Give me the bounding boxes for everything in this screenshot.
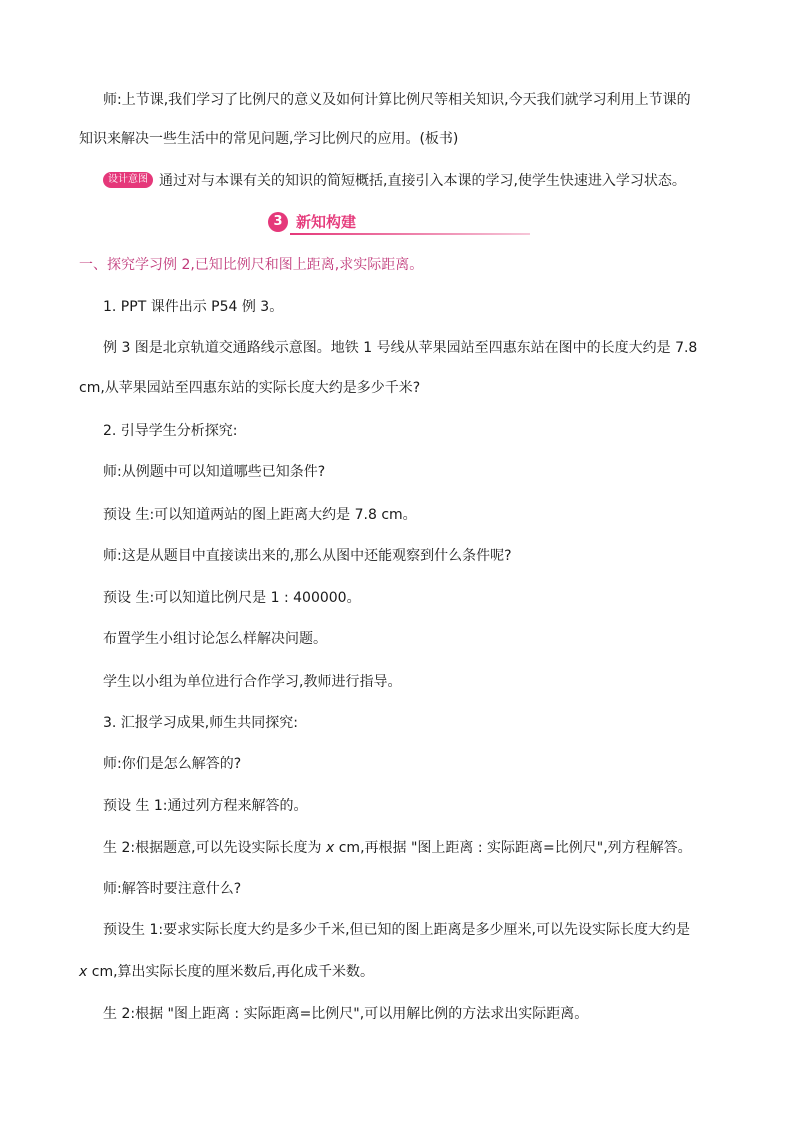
design-intent-badge: 设计意图 xyxy=(103,172,153,188)
paragraph-6: 师:这是从题目中直接读出来的,那么从图中还能观察到什么条件呢? xyxy=(103,548,512,564)
intro-line-1: 师:上节课,我们学习了比例尺的意义及如何计算比例尺等相关知识,今天我们就学习利用上节课的 xyxy=(103,92,691,108)
section-header xyxy=(268,209,530,235)
design-note xyxy=(103,170,686,190)
section-number-badge: 3 xyxy=(268,212,288,232)
paragraph-17: 生 2:根据 "图上距离 : 实际距离=比例尺",可以用解比例的方法求出实际距离。 xyxy=(103,1006,589,1022)
paragraph-14: 师:解答时要注意什么? xyxy=(103,881,242,897)
paragraph-12: 预设 生 1:通过列方程来解答的。 xyxy=(103,798,308,814)
paragraph-10: 3. 汇报学习成果,师生共同探究: xyxy=(103,715,298,731)
paragraph-2b: cm,从苹果园站至四惠东站的实际长度大约是多少千米? xyxy=(79,380,421,396)
paragraph-13-pre: 生 2:根据题意,可以先设实际长度为 xyxy=(103,840,326,856)
paragraph-8: 布置学生小组讨论怎么样解决问题。 xyxy=(103,631,327,647)
paragraph-1: 1. PPT 课件出示 P54 例 3。 xyxy=(103,299,284,315)
paragraph-16-post: cm,算出实际长度的厘米数后,再化成千米数。 xyxy=(87,964,374,980)
part-heading: 一、探究学习例 2,已知比例尺和图上距离,求实际距离。 xyxy=(79,257,424,273)
variable-x: x xyxy=(325,840,335,856)
paragraph-11: 师:你们是怎么解答的? xyxy=(103,756,242,772)
section-title: 新知构建 xyxy=(296,213,357,231)
paragraph-5: 预设 生:可以知道两站的图上距离大约是 7.8 cm。 xyxy=(103,507,417,523)
paragraph-2a: 例 3 图是北京轨道交通路线示意图。地铁 1 号线从苹果园站至四惠东站在图中的长度大约是 7.8 xyxy=(103,340,698,356)
section-underline xyxy=(290,233,530,235)
intro-line-2: 知识来解决一些生活中的常见问题,学习比例尺的应用。(板书) xyxy=(79,131,459,147)
paragraph-16 xyxy=(79,962,374,982)
variable-x: x xyxy=(79,964,88,980)
design-note-text: 通过对与本课有关的知识的简短概括,直接引入本课的学习,使学生快速进入学习状态。 xyxy=(159,173,686,189)
paragraph-3: 2. 引导学生分析探究: xyxy=(103,423,238,439)
paragraph-13 xyxy=(103,838,692,858)
paragraph-13-post: cm,再根据 "图上距离 : 实际距离=比例尺",列方程解答。 xyxy=(334,840,692,856)
paragraph-7: 预设 生:可以知道比例尺是 1 : 400000。 xyxy=(103,590,361,606)
paragraph-9: 学生以小组为单位进行合作学习,教师进行指导。 xyxy=(103,674,402,690)
paragraph-4: 师:从例题中可以知道哪些已知条件? xyxy=(103,464,326,480)
paragraph-15: 预设生 1:要求实际长度大约是多少千米,但已知的图上距离是多少厘米,可以先设实际长度大约是 xyxy=(103,922,690,938)
